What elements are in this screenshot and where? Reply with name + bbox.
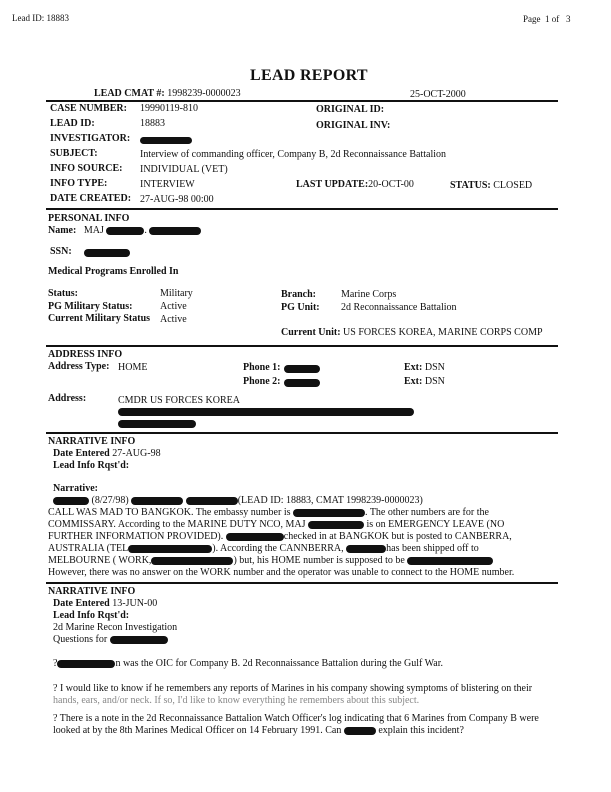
narrative-label: Narrative:	[53, 483, 98, 494]
redacted	[226, 533, 284, 541]
current-unit	[281, 327, 543, 338]
address-label: Address:	[48, 393, 87, 404]
narrative-text: is on EMERGENCY LEAVE (NO	[366, 519, 505, 530]
lead-info-label-2: Lead Info Rqst'd:	[53, 610, 130, 621]
redacted	[57, 660, 115, 668]
divider	[46, 100, 558, 102]
narrative-line-7: However, there was no answer on the WORK number and the operator was unable to connect to the HOME number.	[48, 567, 515, 578]
status	[450, 180, 532, 191]
divider	[46, 582, 558, 584]
narrative-text: COMMISSARY. According to the MARINE DUTY NCO, MAJ	[48, 519, 306, 530]
address-line3-redacted	[118, 420, 196, 428]
section-title-narrative-2: NARRATIVE INFO	[48, 586, 136, 597]
cmat-value: 1998239-0000023	[167, 88, 241, 99]
question-1	[53, 658, 443, 669]
status-label: Status:	[48, 288, 79, 299]
phone2-label: Phone 2:	[243, 376, 281, 387]
current-unit-label: Current Unit:	[281, 327, 341, 338]
ext2-value: DSN	[424, 376, 445, 387]
question-text: explain this incident?	[378, 725, 464, 736]
question-text: looked at by the 8th Marines Medical Officer on 14 February 1991. Can	[53, 725, 342, 736]
narrative-text: has been shipped off to	[386, 543, 479, 554]
report-date: 25-OCT-2000	[410, 89, 466, 100]
lead-info-label-1: Lead Info Rqst'd:	[53, 460, 130, 471]
date-entered-1	[53, 448, 161, 459]
ext1-label: Ext:	[404, 362, 423, 373]
branch-value: Marine Corps	[341, 289, 397, 300]
page-of: of	[551, 14, 560, 24]
status-label: STATUS:	[450, 180, 491, 191]
name-separator: .	[144, 225, 147, 236]
section-title-narrative-1: NARRATIVE INFO	[48, 436, 136, 447]
case-number-label: CASE NUMBER:	[50, 103, 127, 114]
redacted	[128, 545, 212, 553]
redacted	[346, 545, 386, 553]
page-total: 3	[566, 14, 571, 24]
current-unit-value: US FORCES KOREA, MARINE CORPS COMP	[343, 327, 543, 338]
redacted	[53, 497, 89, 505]
name-label: Name:	[48, 225, 77, 236]
phone1-redacted	[284, 365, 320, 373]
narrative-line-1	[53, 495, 423, 506]
subject-value: Interview of commanding officer, Company B, 2d Reconnaissance Battalion	[140, 149, 447, 160]
narrative-text: CALL WAS MAD TO BANGKOK. The embassy number is	[48, 507, 291, 518]
current-military-status-label: Current Military Status	[48, 313, 151, 324]
phone1-label: Phone 1:	[243, 362, 281, 373]
divider	[46, 208, 558, 210]
last-update-value: 20-OCT-00	[368, 179, 414, 190]
narrative-text: (8/27/98)	[91, 495, 129, 506]
ssn-redacted	[84, 249, 130, 257]
medical-programs-label: Medical Programs Enrolled In	[48, 266, 179, 277]
info-source-label: INFO SOURCE:	[50, 163, 123, 174]
original-inv-label: ORIGINAL INV:	[316, 120, 391, 131]
ssn-label: SSN:	[50, 246, 72, 257]
pg-unit-label: PG Unit:	[281, 302, 320, 313]
status-value: CLOSED	[493, 180, 533, 191]
narrative-text: (LEAD ID: 18883, CMAT 1998239-0000023)	[237, 495, 423, 506]
page-label: Page	[523, 14, 541, 24]
date-entered-label: Date Entered	[53, 598, 110, 609]
name-prefix: MAJ	[83, 225, 104, 236]
redacted	[293, 509, 365, 517]
narrative-line-2	[48, 507, 489, 518]
narrative-text: ) but, his HOME number is supposed to be	[233, 555, 405, 566]
question-2-line-2: hands, ears, and/or neck. If so, I'd like to know everything he remembers about this subject.	[53, 695, 420, 706]
cmat-label: LEAD CMAT #:	[94, 88, 165, 99]
last-update-label: LAST UPDATE:	[296, 179, 369, 190]
investigator-redacted	[140, 137, 192, 144]
info-type-label: INFO TYPE:	[50, 178, 108, 189]
section-title-address: ADDRESS INFO	[48, 349, 123, 360]
page-indicator	[523, 14, 571, 24]
current-military-status-value: Active	[160, 314, 187, 325]
address-line1: CMDR US FORCES KOREA	[118, 395, 240, 406]
info-type-value: INTERVIEW	[140, 179, 195, 190]
question-3-line-1: ? There is a note in the 2d Reconnaissance Battalion Watch Officer's log indicating that 6 Marines from Company B were	[53, 713, 539, 724]
name-row	[48, 225, 201, 236]
narrative-text: FURTHER INFORMATION PROVIDED).	[48, 531, 224, 542]
address-type-value: HOME	[118, 362, 148, 373]
question-2-line-1: ? I would like to know if he remembers any reports of Marines in his company showing symptoms of blistering on their	[53, 683, 533, 694]
redacted	[110, 636, 168, 644]
subject-label: SUBJECT:	[50, 148, 98, 159]
pg-military-status-value: Active	[160, 301, 187, 312]
page-current: 1	[545, 14, 550, 24]
narrative-line-6	[48, 555, 493, 566]
date-entered-value: 13-JUN-00	[112, 598, 158, 609]
lead-info-line-1: 2d Marine Recon Investigation	[53, 622, 178, 633]
date-entered-2	[53, 598, 157, 609]
cmat-line	[94, 88, 241, 99]
narrative-text: MELBOURNE ( WORK,	[48, 555, 152, 566]
date-entered-value: 27-AUG-98	[112, 448, 161, 459]
lead-info-line-2	[53, 634, 168, 645]
address-line2-redacted	[118, 408, 414, 416]
phone2-redacted	[284, 379, 320, 387]
redacted	[407, 557, 493, 565]
narrative-line-3	[48, 519, 504, 530]
lead-id-value: 18883	[140, 118, 165, 129]
info-source-value: INDIVIDUAL (VET)	[140, 164, 228, 175]
redacted	[344, 727, 376, 735]
investigator-label: INVESTIGATOR:	[50, 133, 131, 144]
address-type-label: Address Type:	[48, 361, 110, 372]
date-created-value: 27-AUG-98 00:00	[140, 194, 214, 205]
redacted	[151, 557, 233, 565]
name-redacted-1	[106, 227, 144, 235]
question-marker: ?	[53, 658, 58, 669]
lead-id-header: Lead ID: 18883	[12, 13, 69, 23]
date-entered-label: Date Entered	[53, 448, 110, 459]
original-id-label: ORIGINAL ID:	[316, 104, 385, 115]
ext2-label: Ext:	[404, 376, 423, 387]
narrative-line-4	[48, 531, 512, 542]
date-created-label: DATE CREATED:	[50, 193, 132, 204]
branch-label: Branch:	[281, 289, 316, 300]
pg-military-status-label: PG Military Status:	[48, 301, 133, 312]
status-value: Military	[160, 288, 193, 299]
case-number-value: 19990119-810	[140, 103, 198, 114]
last-update	[296, 179, 414, 190]
divider	[46, 432, 558, 434]
page-title: LEAD REPORT	[250, 67, 368, 84]
narrative-text: Questions for	[53, 634, 108, 645]
lead-id-label: LEAD ID:	[50, 118, 95, 129]
question-3-line-2	[53, 725, 464, 736]
narrative-text: . The other numbers are for the	[365, 507, 489, 518]
redacted	[131, 497, 183, 505]
section-title-personal: PERSONAL INFO	[48, 213, 130, 224]
pg-unit-value: 2d Reconnaissance Battalion	[341, 302, 457, 313]
redacted	[186, 497, 238, 505]
narrative-text: AUSTRALIA (TEL	[48, 543, 129, 554]
narrative-text: ). According the CANNBERRA,	[212, 543, 344, 554]
ext1-value: DSN	[424, 362, 445, 373]
narrative-text: checked in at BANGKOK but is posted to CANBERRA,	[283, 531, 512, 542]
narrative-line-5	[48, 543, 479, 554]
redacted	[308, 521, 364, 529]
name-redacted-2	[149, 227, 201, 235]
ext2	[404, 376, 445, 387]
question-text: n was the OIC for Company B. 2d Reconnaissance Battalion during the Gulf War.	[115, 658, 444, 669]
ext1	[404, 362, 445, 373]
divider	[46, 345, 558, 347]
